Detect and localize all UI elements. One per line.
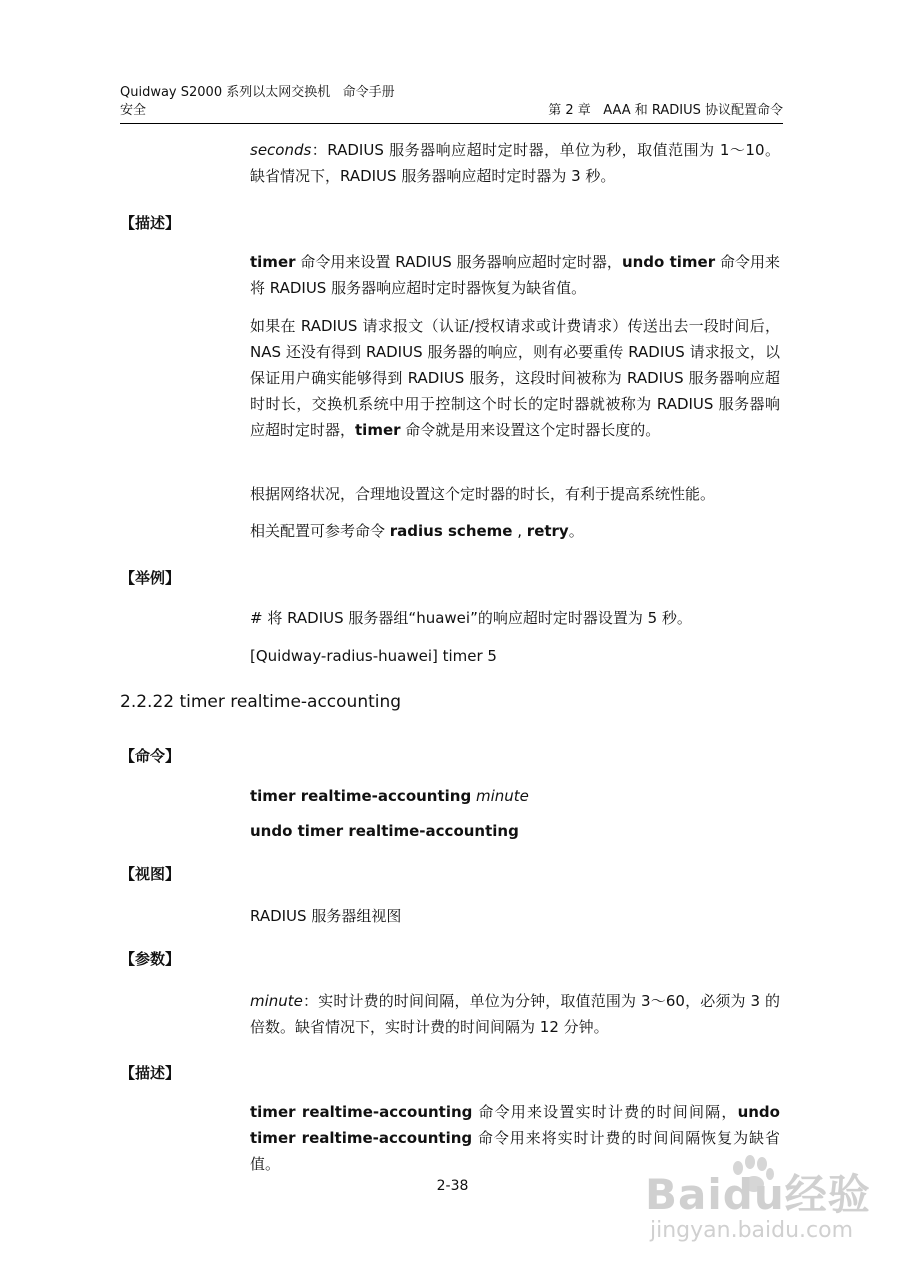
page-header (120, 84, 783, 120)
section-label-description: 【描述】 (120, 214, 181, 232)
example-comment: # 将 RADIUS 服务器组“huawei”的响应超时定时器设置为 5 秒。 (250, 609, 692, 627)
header-section: 安全 (120, 103, 147, 118)
params-seconds: seconds：RADIUS 服务器响应超时定时器，单位为秒，取值范围为 1～10。缺省情况下，RADIUS 服务器响应超时定时器为 3 秒。 (250, 141, 780, 185)
watermark-url: jingyan.baidu.com (650, 1218, 854, 1243)
watermark-logo: Baidu经验 (645, 1170, 871, 1219)
header-divider (120, 123, 783, 124)
command-syntax-2: undo timer realtime-accounting (250, 822, 519, 840)
header-chapter: 第 2 章 AAA 和 RADIUS 协议配置命令 (548, 103, 783, 118)
view-text: RADIUS 服务器组视图 (250, 907, 402, 925)
section-label-command: 【命令】 (120, 747, 181, 765)
desc1-paragraph-2: 如果在 RADIUS 请求报文（认证/授权请求或计费请求）传送出去一段时间后，NAS 还没有得到 RADIUS 服务器的响应，则有必要重传 RADIUS 请求报文，以保证用户确实能够得到 RADIUS 服务，这段时间被称为 RADIUS 服务器响应超时时长，交换机系统中用于控制这个时长的定时器就被称为 RADIUS 服务器响应超时定时器，timer 命令就是用来设置这个定时器长度的。 (250, 317, 780, 439)
params-minute: minute：实时计费的时间间隔，单位为分钟，取值范围为 3～60，必须为 3 的倍数。缺省情况下，实时计费的时间间隔为 12 分钟。 (250, 992, 780, 1036)
section-label-example: 【举例】 (120, 569, 181, 587)
baidu-watermark (630, 1150, 890, 1270)
command-syntax-1: timer realtime-accounting minute (250, 787, 529, 805)
section-label-parameters: 【参数】 (120, 950, 181, 968)
example-command: [Quidway-radius-huawei] timer 5 (250, 647, 497, 665)
desc1-paragraph-3: 根据网络状况，合理地设置这个定时器的时长，有利于提高系统性能。 (250, 485, 716, 503)
desc1-paragraph-4: 相关配置可参考命令 radius scheme , retry。 (250, 522, 584, 540)
section-label-view: 【视图】 (120, 865, 181, 883)
section-heading: 2.2.22 timer realtime-accounting (120, 692, 402, 712)
header-product: Quidway S2000 系列以太网交换机 命令手册 (120, 85, 395, 100)
desc1-paragraph-1: timer 命令用来设置 RADIUS 服务器响应超时定时器，undo timer 命令用来将 RADIUS 服务器响应超时定时器恢复为缺省值。 (250, 253, 780, 297)
desc2-paragraph: timer realtime-accounting 命令用来设置实时计费的时间间隔，undo timer realtime-accounting 命令用来将实时计费的时间间隔恢复为缺省值。 (250, 1103, 780, 1173)
page-number: 2-38 (436, 1178, 469, 1194)
section-label-description-2: 【描述】 (120, 1064, 181, 1082)
